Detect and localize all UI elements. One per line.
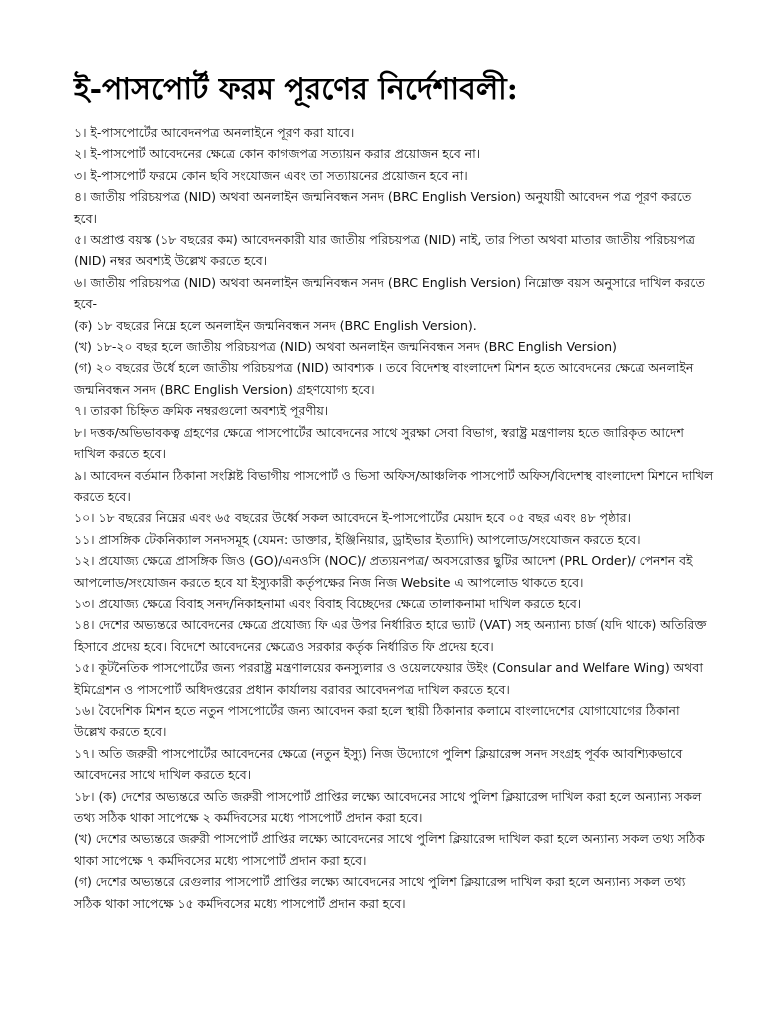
instruction-5: ৫। অপ্রাপ্ত বয়স্ক (১৮ বছরের কম) আবেদনকারী যার জাতীয় পরিচয়পত্র (NID) নাই, তার পিতা অথবা মাতার জাতীয় পরিচয়পত্র (NID) নম্বর অবশ্যই উল্লেখ করতে হবে। — [74, 232, 695, 269]
instruction-16: ১৬। বৈদেশিক মিশন হতে নতুন পাসপোর্টের জন্য আবেদন করা হলে স্থায়ী ঠিকানার কলামে বাংলাদেশের যোগাযোগের ঠিকানা উল্লেখ করতে হবে। — [74, 702, 680, 740]
instruction-7: ৭। তারকা চিহ্নিত ক্রমিক নম্বরগুলো অবশ্যই পূরণীয়। — [74, 403, 329, 419]
instruction-6-ga: (গ) ২০ বছরের উর্ধে হলে জাতীয় পরিচয়পত্র (NID) আবশ্যক । তবে বিদেশস্থ বাংলাদেশ মিশন হতে আবেদনের ক্ষেত্রে অনলাইন জন্মনিবন্ধন সনদ (BRC English Version) গ্রহণযোগ্য হবে। — [74, 360, 694, 397]
instruction-9: ৯। আবেদন বর্তমান ঠিকানা সংশ্লিষ্ট বিভাগীয় পাসপোর্ট ও ভিসা অফিস/আঞ্চলিক পাসপোর্ট অফিস/বিদেশস্থ বাংলাদেশ মিশনে দাখিল করতে হবে। — [74, 467, 714, 504]
instruction-6-kha: (খ) ১৮-২০ বছর হলে জাতীয় পরিচয়পত্র (NID) অথবা অনলাইন জন্মনিবন্ধন সনদ (BRC English Version) — [74, 339, 617, 355]
instruction-18-ka: ১৮। (ক) দেশের অভ্যন্তরে অতি জরুরী পাসপোর্ট প্রাপ্তির লক্ষ্যে আবেদনের সাথে পুলিশ ক্লিয়ারেন্স দাখিল করা হলে অন্যান্য সকল তথ্য সঠিক থাকা সাপেক্ষে ২ কর্মদিবসের মধ্যে পাসপোর্ট প্রদান করা হবে। — [74, 788, 702, 825]
instruction-11: ১১। প্রাসঙ্গিক টেকনিক্যাল সনদসমূহ (যেমন: ডাক্তার, ইঞ্জিনিয়ার, ড্রাইভার ইত্যাদি) আপলোড/সংযোজন করতে হবে। — [74, 531, 641, 547]
instruction-17: ১৭। অতি জরুরী পাসপোর্টের আবেদনের ক্ষেত্রে (নতুন ইস্যু) নিজ উদ্যোগে পুলিশ ক্লিয়ারেন্স সনদ সংগ্রহ পূর্বক আবশ্যিকভাবে আবেদনের সাথে দাখিল করতে হবে। — [74, 745, 683, 783]
instruction-2: ২। ই-পাসপোর্ট আবেদনের ক্ষেত্রে কোন কাগজপত্র সত্যায়ন করার প্রয়োজন হবে না। — [74, 146, 481, 162]
instruction-6-ka: (ক) ১৮ বছরের নিম্নে হলে অনলাইন জন্মনিবন্ধন সনদ (BRC English Version). — [74, 317, 477, 333]
instruction-15: ১৫। কূটনৈতিক পাসপোর্টের জন্য পররাষ্ট্র মন্ত্রণালয়ের কনস্যুলার ও ওয়েলফেয়ার উইং (Consular and Welfare Wing) অথবা ইমিগ্রেশন ও পাসপোর্ট অধিদপ্তরের প্রধান কার্যালয় বরাবর আবেদনপত্র দাখিল করতে হবে। — [74, 660, 703, 697]
instruction-6: ৬। জাতীয় পরিচয়পত্র (NID) অথবা অনলাইন জন্মনিবন্ধন সনদ (BRC English Version) নিম্নোক্ত বয়স অনুসারে দাখিল করতে হবে- — [74, 274, 705, 312]
instruction-13: ১৩। প্রযোজ্য ক্ষেত্রে বিবাহ সনদ/নিকাহনামা এবং বিবাহ বিচ্ছেদের ক্ষেত্রে তালাকনামা দাখিল করতে হবে। — [74, 595, 582, 611]
instruction-3: ৩। ই-পাসপোর্ট ফরমে কোন ছবি সংযোজন এবং তা সত্যায়নের প্রয়োজন হবে না। — [74, 167, 468, 183]
instruction-12: ১২। প্রযোজ্য ক্ষেত্রে প্রাসঙ্গিক জিও (GO)/এনওসি (NOC)/ প্রত্যয়নপত্র/ অবসরোত্তর ছুটির আদেশ (PRL Order)/ পেনশন বই আপলোড/সংযোজন করতে হবে যা ইস্যুকারী কর্তৃপক্ষের নিজ নিজ Website এ আপলোড থাকতে হবে। — [74, 553, 693, 590]
instruction-10: ১০। ১৮ বছরের নিম্নের এবং ৬৫ বছরের উর্ধ্বে সকল আবেদনে ই-পাসপোর্টের মেয়াদ হবে ০৫ বছর এবং ৪৮ পৃষ্ঠার। — [74, 510, 631, 526]
page-title: ই-পাসপোর্ট ফরম পূরণের নির্দেশাবলী: — [74, 72, 518, 107]
instruction-18-ga: (গ) দেশের অভ্যন্তরে রেগুলার পাসপোর্ট প্রাপ্তির লক্ষ্যে আবেদনের সাথে পুলিশ ক্লিয়ারেন্স দাখিল করা হলে অন্যান্য সকল তথ্য সঠিক থাকা সাপেক্ষে ১৫ কর্মদিবসের মধ্যে পাসপোর্ট প্রদান করা হবে। — [74, 874, 686, 911]
instruction-8: ৮। দত্তক/অভিভাবকত্ব গ্রহণের ক্ষেত্রে পাসপোর্টের আবেদনের সাথে সুরক্ষা সেবা বিভাগ, স্বরাষ্ট্র মন্ত্রণালয় হতে জারিকৃত আদেশ দাখিল করতে হবে। — [74, 424, 684, 462]
instructions-list — [74, 122, 714, 914]
instruction-1: ১। ই-পাসপোর্টের আবেদনপত্র অনলাইনে পূরণ করা যাবে। — [74, 125, 355, 140]
instruction-4: ৪। জাতীয় পরিচয়পত্র (NID) অথবা অনলাইন জন্মনিবন্ধন সনদ (BRC English Version) অনুযায়ী আবেদন পত্র পূরণ করতে হবে। — [74, 189, 692, 226]
instruction-14: ১৪। দেশের অভ্যন্তরে আবেদনের ক্ষেত্রে প্রযোজ্য ফি এর উপর নির্ধারিত হারে ভ্যাট (VAT) সহ অন্যান্য চার্জ (যদি থাকে) অতিরিক্ত হিসাবে প্রদেয় হবে। বিদেশে আবেদনের ক্ষেত্রেও সরকার কর্তৃক নির্ধারিত ফি প্রদেয় হবে। — [74, 617, 707, 654]
instruction-18-kha: (খ) দেশের অভ্যন্তরে জরুরী পাসপোর্ট প্রাপ্তির লক্ষ্যে আবেদনের সাথে পুলিশ ক্লিয়ারেন্স দাখিল করা হলে অন্যান্য সকল তথ্য সঠিক থাকা সাপেক্ষে ৭ কর্মদিবসের মধ্যে পাসপোর্ট প্রদান করা হবে। — [74, 831, 705, 868]
